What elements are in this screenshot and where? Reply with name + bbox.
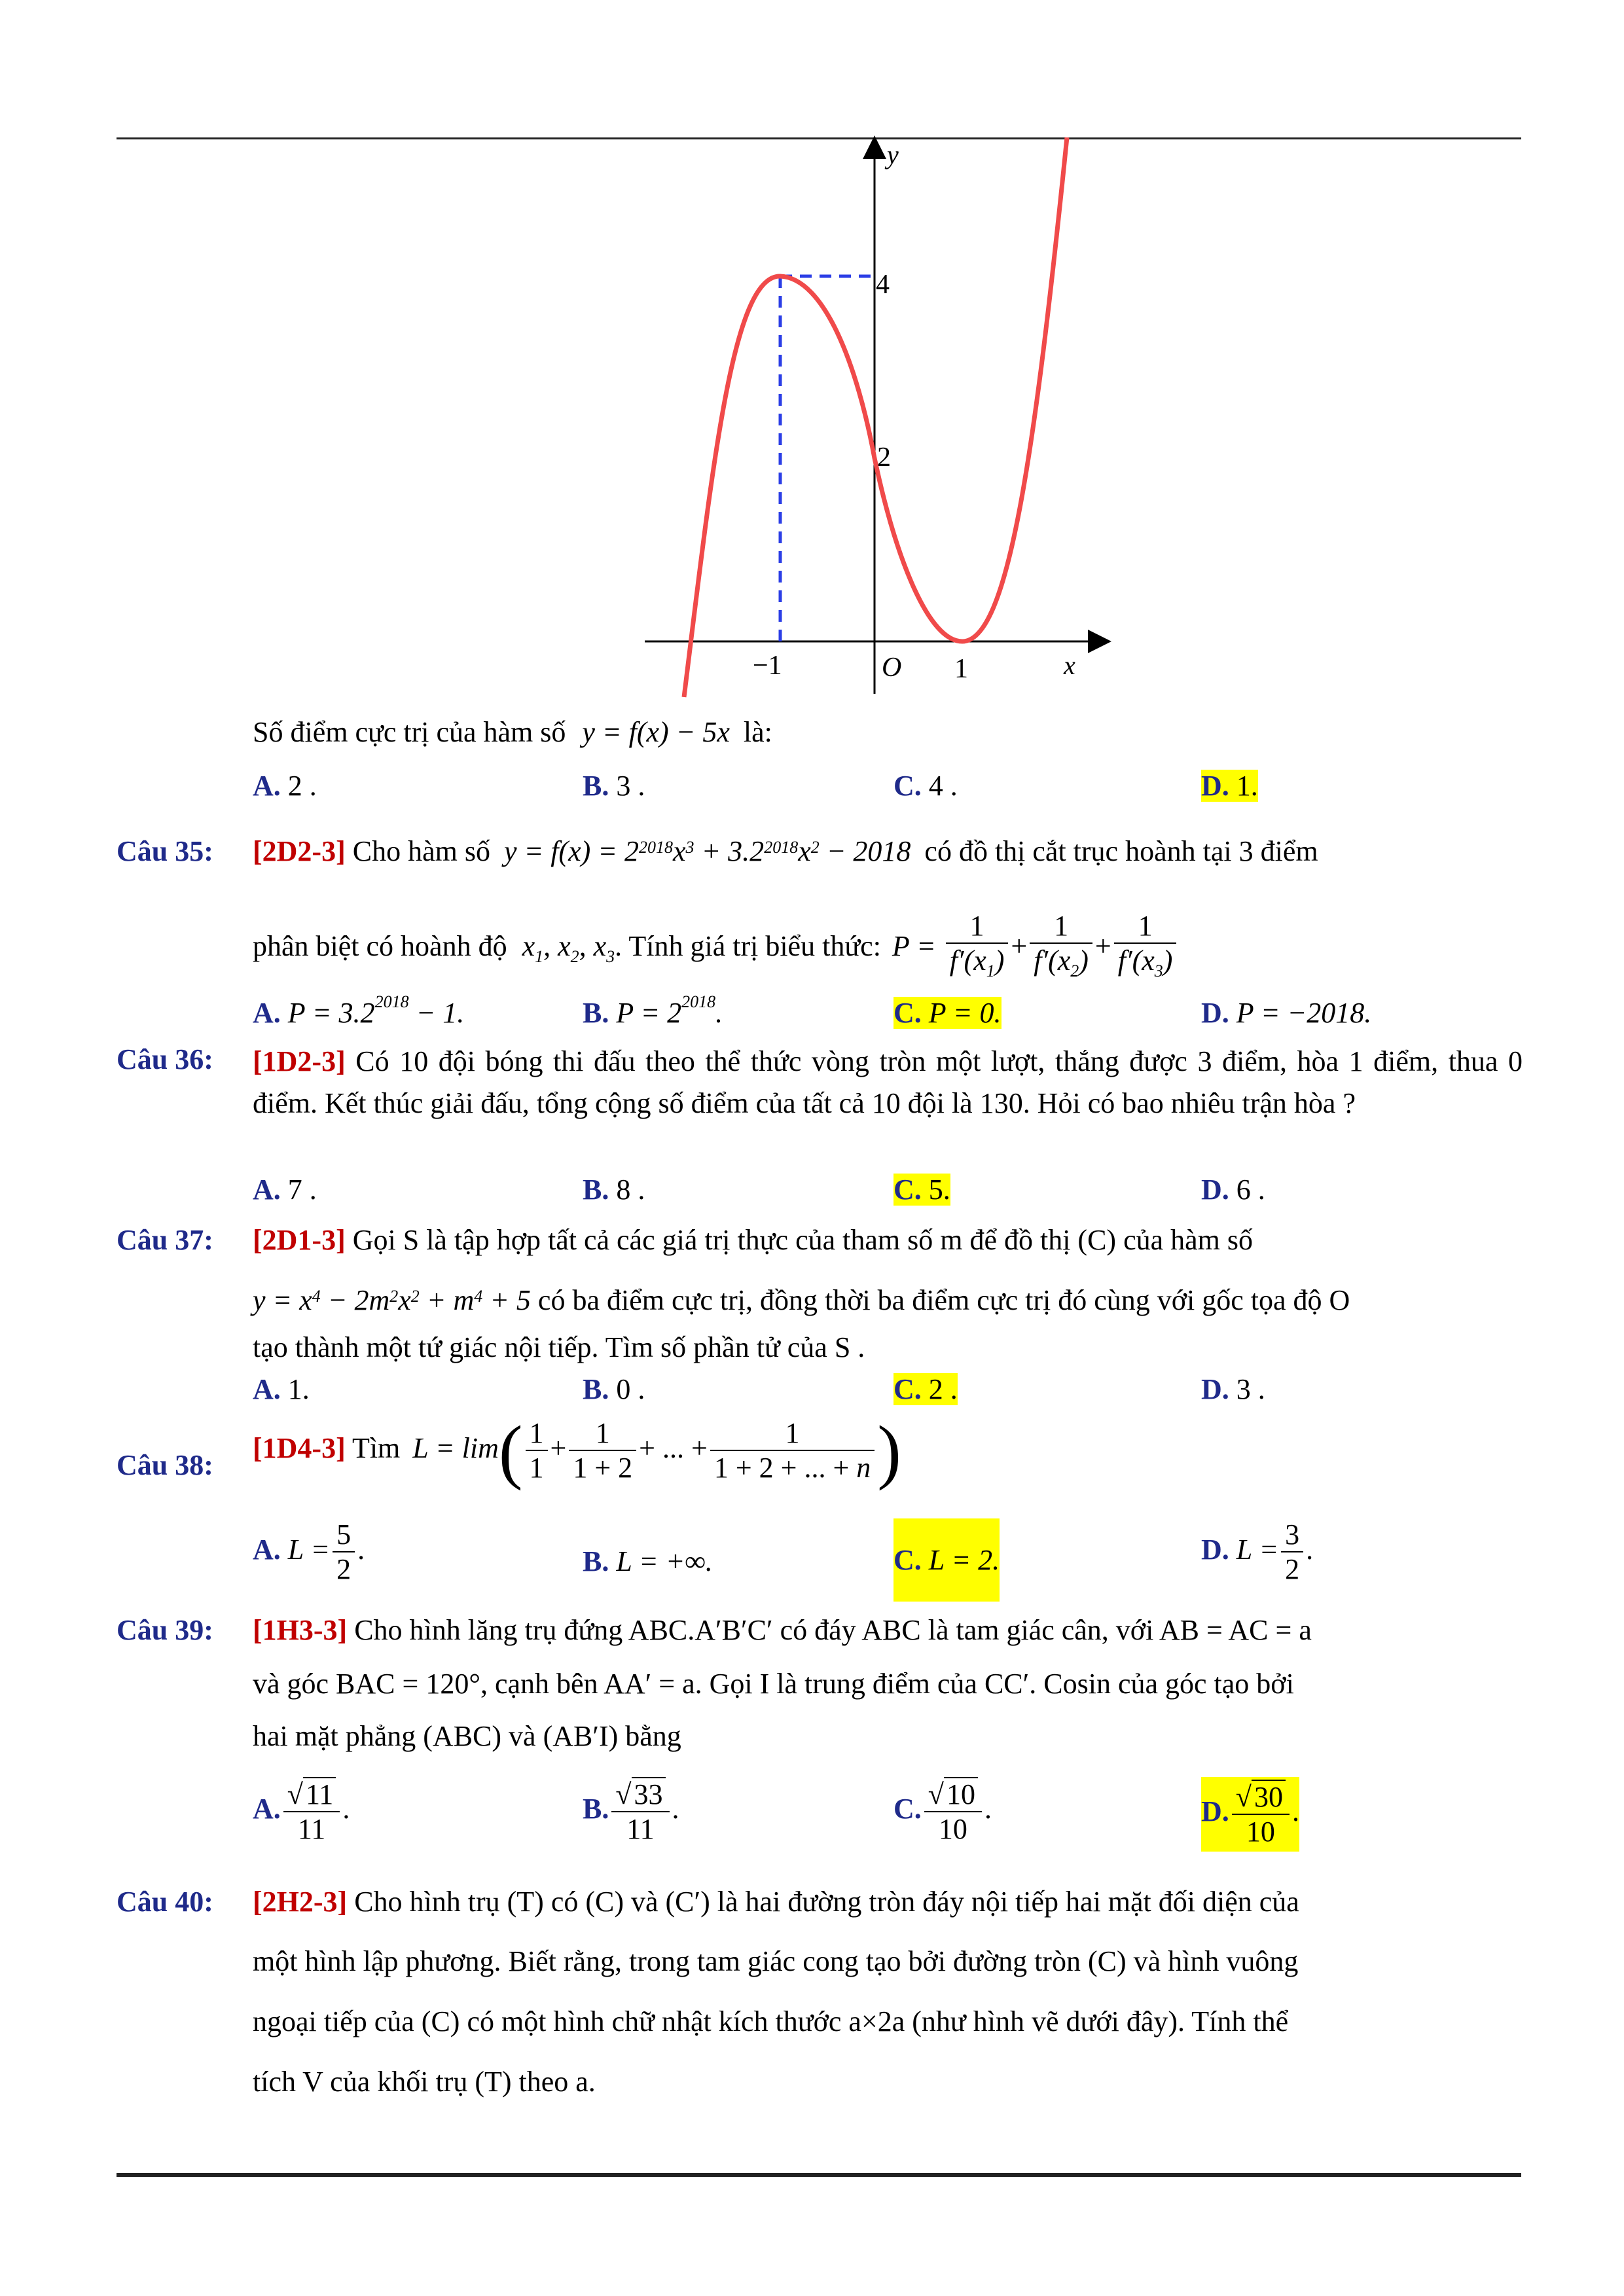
q35-option-a: A. $P = 3.2^{2018} - 1$.	[253, 992, 465, 1029]
q34-option-a: A. 2 .	[253, 770, 317, 802]
q38-number: Câu 38:	[117, 1449, 213, 1481]
q39-option-a: A. $\frac{√11}{11}$ .	[253, 1778, 350, 1845]
q38-option-b: B. L = +∞.	[583, 1545, 713, 1577]
q38-option-d: D. L = $\frac{3}{2}$ .	[1201, 1518, 1314, 1585]
q35-option-d: D. P = −2018.	[1201, 997, 1372, 1029]
x-axis-label: x	[1064, 651, 1075, 680]
q38-option-c: C. L = 2.	[893, 1518, 1000, 1602]
q35-line1: [2D2-3] Cho hàm số $y = f(x) = 2^{2018}x^3 + 3.2^{2018}x^2 - 2018$ có đồ thị cắt trục hoành tại 3 điểm	[253, 835, 1318, 867]
x-tick-1: 1	[954, 654, 968, 684]
q40-line2: một hình lập phương. Biết rằng, trong tam giác cong tạo bởi đường tròn (C) và hình vuông	[253, 1945, 1299, 1977]
q35-number: Câu 35:	[117, 835, 213, 867]
q34-option-d: D. 1.	[1201, 770, 1258, 802]
q36-option-d: D. 6 .	[1201, 1174, 1265, 1206]
y-tick-4: 4	[876, 270, 890, 300]
q36-number: Câu 36:	[117, 1043, 213, 1075]
q36-option-a: A. 7 .	[253, 1174, 317, 1206]
footer-rule	[117, 2173, 1521, 2177]
q37-option-d: D. 3 .	[1201, 1373, 1265, 1405]
q37-number: Câu 37:	[117, 1224, 213, 1256]
q39-option-d: D. $\frac{√30}{10}$ .	[1201, 1777, 1299, 1852]
q35-option-c: C. P = 0.	[893, 997, 1001, 1029]
q35-option-b: B. $P = 2^{2018}$.	[583, 992, 723, 1029]
q34-option-c: C. 4 .	[893, 770, 958, 802]
q36-option-c: C. 5.	[893, 1174, 950, 1206]
q40-line4: tích V của khối trụ (T) theo a.	[253, 2066, 596, 2098]
q38-line1: [1D4-3] Tìm L = lim( $\frac{1}{1}$ + $\frac{1}{1 + 2}$ + ... + $\frac{1}{1 + 2 + ... + n}$ )	[253, 1411, 901, 1491]
q37-option-b: B. 0 .	[583, 1373, 645, 1405]
q34-option-b: B. 3 .	[583, 770, 645, 802]
q37-option-a: A. 1.	[253, 1373, 310, 1405]
q35-line2: phân biệt có hoành độ $x_1$, $x_2$, $x_3$. Tính giá trị biểu thức: P = $\frac{1}{f'(x_1)}$ + $\frac{1}{f'(x_2)}$ + $\frac{1}{f'(x_3)}$	[253, 910, 1179, 988]
function-graph	[628, 131, 1126, 720]
q39-line3: hai mặt phẳng (ABC) và (AB′I) bằng	[253, 1720, 681, 1752]
q37-line3: tạo thành một tứ giác nội tiếp. Tìm số phần tử của S .	[253, 1331, 865, 1363]
q38-option-a: A. L = $\frac{5}{2}$ .	[253, 1518, 365, 1585]
q39-option-c: C. $\frac{√10}{10}$ .	[893, 1778, 992, 1845]
q39-line2: và góc BAC = 120°, cạnh bên AA′ = a. Gọi I là trung điểm của CC′. Cosin của góc tạo bởi	[253, 1668, 1294, 1700]
q40-line3: ngoại tiếp của (C) có một hình chữ nhật kích thước a×2a (như hình vẽ dưới đây). Tính thể	[253, 2005, 1289, 2037]
q40-line1: [2H2-3] Cho hình trụ (T) có (C) và (C′) là hai đường tròn đáy nội tiếp hai mặt đối diện của	[253, 1886, 1299, 1918]
x-tick-neg1: −1	[753, 651, 782, 681]
q37-line1: [2D1-3] Gọi S là tập hợp tất cả các giá trị thực của tham số m để đồ thị (C) của hàm số	[253, 1224, 1254, 1256]
q37-option-c: C. 2 .	[893, 1373, 958, 1405]
q36-option-b: B. 8 .	[583, 1174, 645, 1206]
y-axis-label: y	[887, 140, 899, 170]
q34-prompt: Số điểm cực trị của hàm số y = f(x) − 5x là:	[253, 716, 772, 748]
origin-label: O	[882, 653, 902, 683]
q39-option-b: B. $\frac{√33}{11}$ .	[583, 1778, 679, 1845]
q37-line2: $y = x^4 - 2m^2x^2 + m^4 + 5$ có ba điểm cực trị, đồng thời ba điểm cực trị đó cùng với gốc tọa độ O	[253, 1284, 1350, 1316]
q36-text: [1D2-3] Có 10 đội bóng thi đấu theo thể thức vòng tròn một lượt, thắng được 3 điểm, hòa 1 điểm, thua 0 điểm. Kết thúc giải đấu, tổng cộng số điểm của tất cả 10 đội là 130. Hỏi có bao nhiêu trận hòa ?	[253, 1045, 1523, 1119]
q39-line1: [1H3-3] Cho hình lăng trụ đứng ABC.A′B′C′ có đáy ABC là tam giác cân, với AB = AC = a	[253, 1614, 1312, 1646]
y-tick-2: 2	[877, 442, 891, 473]
q39-number: Câu 39:	[117, 1614, 213, 1646]
q40-number: Câu 40:	[117, 1886, 213, 1918]
